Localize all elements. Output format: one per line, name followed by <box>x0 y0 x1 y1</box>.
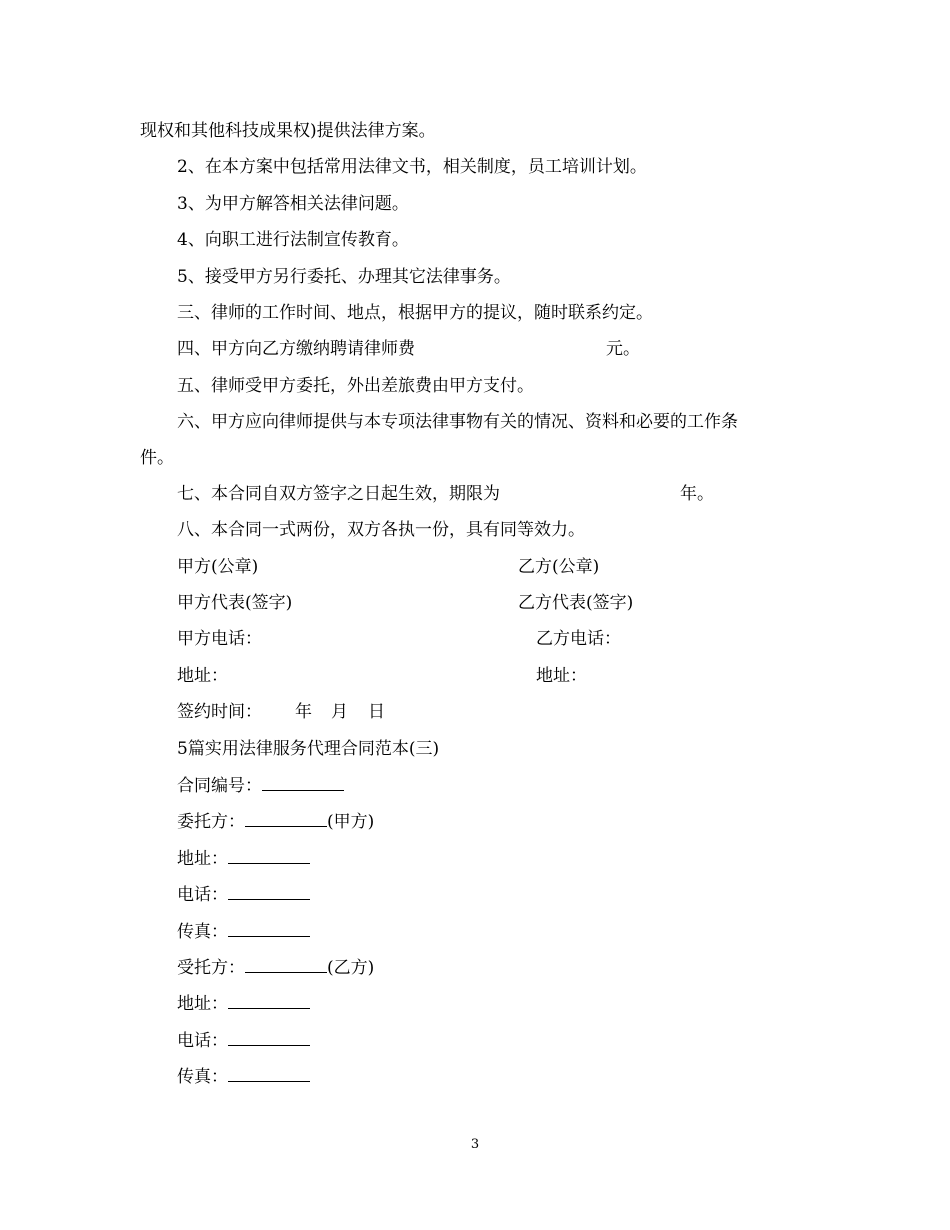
paragraph-line: 件。 <box>140 448 174 468</box>
party-a-rep-label: 甲方代表(签字) <box>177 593 293 613</box>
client-address-label: 地址： <box>177 849 228 869</box>
sign-time-label: 签约时间： <box>177 702 262 722</box>
agent-suffix: (乙方) <box>327 958 375 978</box>
agent-fax-row <box>177 1065 310 1088</box>
paragraph-line: 现权和其他科技成果权)提供法律方案。 <box>140 121 436 141</box>
client-suffix: (甲方) <box>327 812 375 832</box>
party-b-phone-label: 乙方电话： <box>536 629 621 649</box>
agent-blank <box>245 956 327 973</box>
page-number: 3 <box>470 1137 480 1152</box>
paragraph-line: 3、为甲方解答相关法律问题。 <box>177 194 409 214</box>
party-b-rep-label: 乙方代表(签字) <box>518 593 634 613</box>
client-address-row <box>177 847 310 870</box>
party-a-phone-label: 甲方电话： <box>177 629 262 649</box>
contract-number-blank <box>262 774 344 791</box>
paragraph-line: 4、向职工进行法制宣传教育。 <box>177 230 409 250</box>
agent-phone-blank <box>228 1029 310 1046</box>
agent-address-blank <box>228 992 310 1009</box>
paragraph-line: 5、接受甲方另行委托、办理其它法律事务。 <box>177 267 511 287</box>
paragraph-line: 三、律师的工作时间、地点，根据甲方的提议，随时联系约定。 <box>177 303 653 323</box>
contract-number-row <box>177 774 344 797</box>
agent-phone-row <box>177 1029 310 1052</box>
party-a-seal-label: 甲方(公章) <box>177 557 259 577</box>
client-row <box>177 810 374 833</box>
paragraph-line: 八、本合同一式两份，双方各执一份，具有同等效力。 <box>177 520 585 540</box>
client-blank <box>245 810 327 827</box>
client-phone-blank <box>228 883 310 900</box>
sign-day-label: 日 <box>368 702 385 722</box>
paragraph-line: 年。 <box>680 484 714 504</box>
client-phone-label: 电话： <box>177 885 228 905</box>
agent-fax-blank <box>228 1065 310 1082</box>
sign-month-label: 月 <box>331 702 348 722</box>
sign-year-label: 年 <box>295 702 312 722</box>
agent-fax-label: 传真： <box>177 1067 228 1087</box>
party-b-address-label: 地址： <box>536 666 587 686</box>
paragraph-line: 五、律师受甲方委托，外出差旅费由甲方支付。 <box>177 376 534 396</box>
agent-phone-label: 电话： <box>177 1031 228 1051</box>
agent-address-row <box>177 992 310 1015</box>
agent-address-label: 地址： <box>177 994 228 1014</box>
contract-number-label: 合同编号： <box>177 776 262 796</box>
client-fax-label: 传真： <box>177 922 228 942</box>
paragraph-line: 四、甲方向乙方缴纳聘请律师费 <box>177 339 415 359</box>
client-phone-row <box>177 883 310 906</box>
party-b-seal-label: 乙方(公章) <box>518 557 600 577</box>
agent-row <box>177 956 374 979</box>
paragraph-line: 六、甲方应向律师提供与本专项法律事物有关的情况、资料和必要的工作条 <box>177 412 738 432</box>
paragraph-line: 2、在本方案中包括常用法律文书，相关制度，员工培训计划。 <box>177 157 647 177</box>
party-a-address-label: 地址： <box>177 666 228 686</box>
client-fax-row <box>177 920 310 943</box>
client-fax-blank <box>228 920 310 937</box>
section-title: 5篇实用法律服务代理合同范本(三) <box>177 739 440 759</box>
client-label: 委托方： <box>177 812 245 832</box>
paragraph-line: 七、本合同自双方签字之日起生效，期限为 <box>177 484 500 504</box>
paragraph-line: 元。 <box>606 339 640 359</box>
agent-label: 受托方： <box>177 958 245 978</box>
client-address-blank <box>228 847 310 864</box>
